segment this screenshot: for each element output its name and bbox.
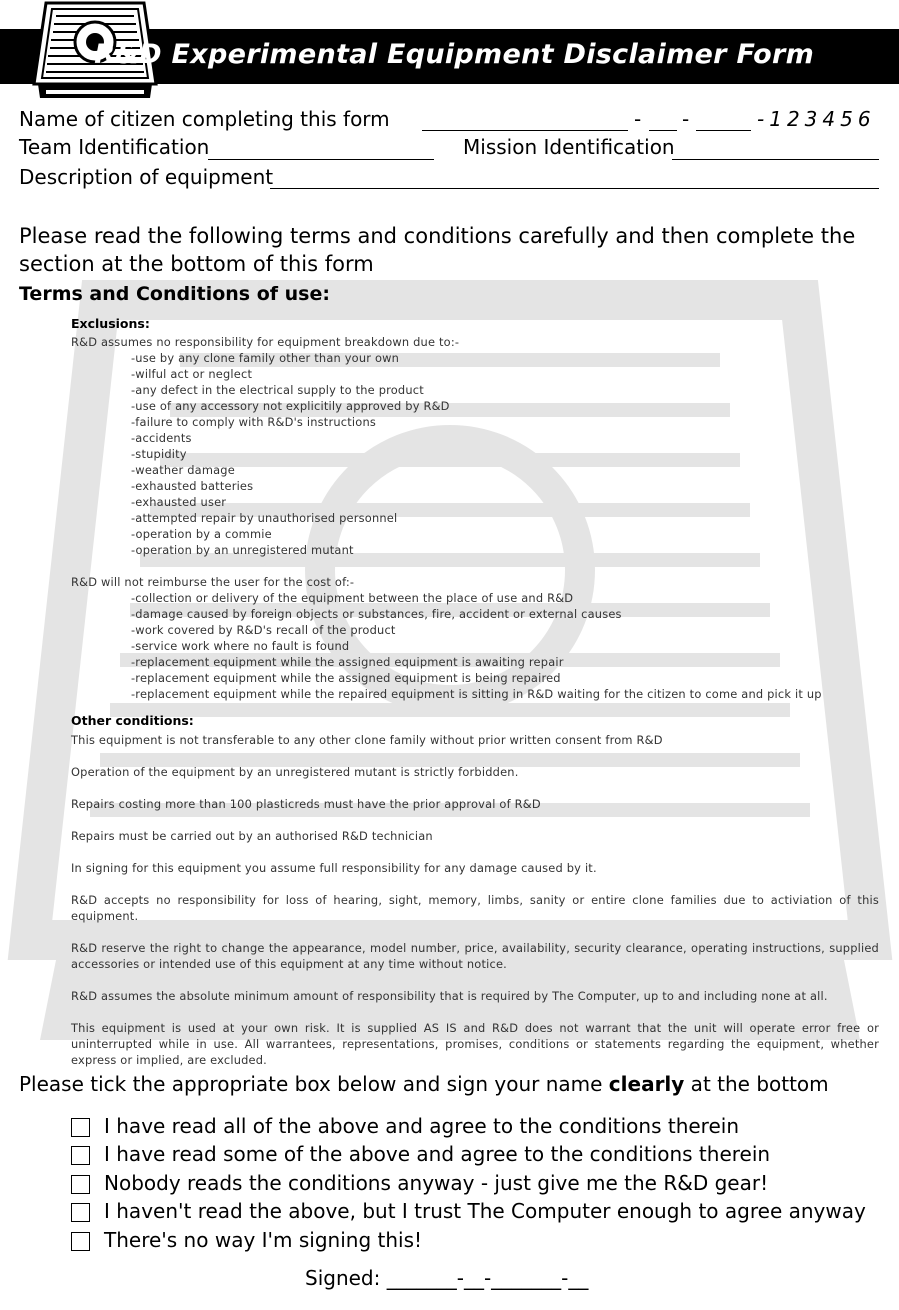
breakdown-list [131,350,450,558]
reimburse-intro: R&D will not reimburse the user for the cost of:- [71,575,355,589]
list-item: -operation by a commie [131,527,272,541]
checkbox-not-signing[interactable] [71,1232,90,1251]
form-title: R&D Experimental Equipment Disclaimer Form [94,39,814,70]
list-item: -use by any clone family other than your own [131,351,400,365]
option-label: Nobody reads the conditions anyway - just give me the R&D gear! [104,1171,769,1195]
list-item: -replacement equipment while the repaired equipment is sitting in R&D waiting for the citizen to come and pick it up [131,687,822,701]
condition-paragraph: R&D assumes the absolute minimum amount of responsibility that is required by The Computer, up to and including none at all. [71,989,828,1003]
tick-instructions [19,1072,829,1096]
tick-instructions-end: at the bottom [684,1072,829,1096]
list-item: -attempted repair by unauthorised personnel [131,511,398,525]
reimburse-list [131,590,822,702]
condition-paragraph: R&D reserve the right to change the appearance, model number, price, availability, security clearance, operating instructions, supplied accessories or intended use of this equipment at any time without notice. [71,941,879,971]
dash-separator: - [682,107,690,131]
list-item: -work covered by R&D's recall of the product [131,623,396,637]
team-id-label: Team Identification [19,135,210,159]
list-item: -failure to comply with R&D's instructions [131,415,376,429]
list-item: -accidents [131,431,192,445]
checkbox-read-all[interactable] [71,1118,90,1137]
tick-instructions-start: Please tick the appropriate box below and sign your name [19,1072,609,1096]
breakdown-intro: R&D assumes no responsibility for equipment breakdown due to:- [71,335,460,349]
equipment-description-field[interactable] [270,188,879,189]
signature-blank[interactable]: _______-__-_______-__ [386,1266,589,1290]
list-item: -use of any accessory not explicitily approved by R&D [131,399,450,413]
other-conditions-heading: Other conditions: [71,713,194,728]
dash-separator: - [634,107,642,131]
condition-paragraph: This equipment is used at your own risk. It is supplied AS IS and R&D does not warrant that the unit will operate error free or uninterrupted while in use. All warrantees, representations, promises, conditions or statements regarding the equipment, whether express or implied, are excluded. [71,1021,879,1067]
sector-field[interactable] [696,130,751,131]
condition-paragraph: Operation of the equipment by an unregistered mutant is strictly forbidden. [71,765,519,779]
citizen-name-label: Name of citizen completing this form [19,107,390,131]
checkbox-read-some[interactable] [71,1146,90,1165]
mission-id-field[interactable] [672,159,879,160]
list-item: -service work where no fault is found [131,639,350,653]
condition-paragraph: In signing for this equipment you assume full responsibility for any damage caused by it. [71,861,597,875]
list-item: -exhausted batteries [131,479,254,493]
list-item: -replacement equipment while the assigned equipment is awaiting repair [131,655,564,669]
option-label: I have read all of the above and agree to the conditions therein [104,1114,739,1138]
signature-line[interactable] [305,1266,588,1290]
condition-paragraph: R&D accepts no responsibility for loss of hearing, sight, memory, limbs, sanity or entire clone families due to activiation of this equipment. [71,893,879,923]
list-item: -collection or delivery of the equipment between the place of use and R&D [131,591,574,605]
list-item: -weather damage [131,463,235,477]
equipment-description-label: Description of equipment [19,165,274,189]
option-label: I haven't read the above, but I trust The Computer enough to agree anyway [104,1199,866,1223]
list-item: -exhausted user [131,495,227,509]
list-item: -wilful act or neglect [131,367,253,381]
option-label: There's no way I'm signing this! [104,1228,423,1252]
security-clearance-field[interactable] [649,130,677,131]
condition-paragraph: Repairs must be carried out by an authorised R&D technician [71,829,433,843]
list-item: -any defect in the electrical supply to the product [131,383,424,397]
condition-paragraph: Repairs costing more than 100 plasticreds must have the prior approval of R&D [71,797,541,811]
checkbox-trust-computer[interactable] [71,1203,90,1222]
tick-instructions-emphasis: clearly [608,1072,685,1096]
signature-label: Signed: [305,1266,381,1290]
clone-number: -123456 [757,107,876,131]
checkbox-nobody-reads[interactable] [71,1175,90,1194]
terms-heading: Terms and Conditions of use: [19,283,330,305]
list-item: -operation by an unregistered mutant [131,543,354,557]
instructions-paragraph: Please read the following terms and conditions carefully and then complete the section at the bottom of this form [19,224,856,276]
list-item: -damage caused by foreign objects or substances, fire, accident or external causes [131,607,622,621]
citizen-name-field[interactable] [422,130,628,131]
exclusions-heading: Exclusions: [71,316,150,331]
condition-paragraph: This equipment is not transferable to any other clone family without prior written consent from R&D [71,733,663,747]
option-label: I have read some of the above and agree to the conditions therein [104,1142,771,1166]
list-item: -replacement equipment while the assigned equipment is being repaired [131,671,561,685]
team-id-field[interactable] [208,159,434,160]
list-item: -stupidity [131,447,187,461]
mission-id-label: Mission Identification [463,135,675,159]
